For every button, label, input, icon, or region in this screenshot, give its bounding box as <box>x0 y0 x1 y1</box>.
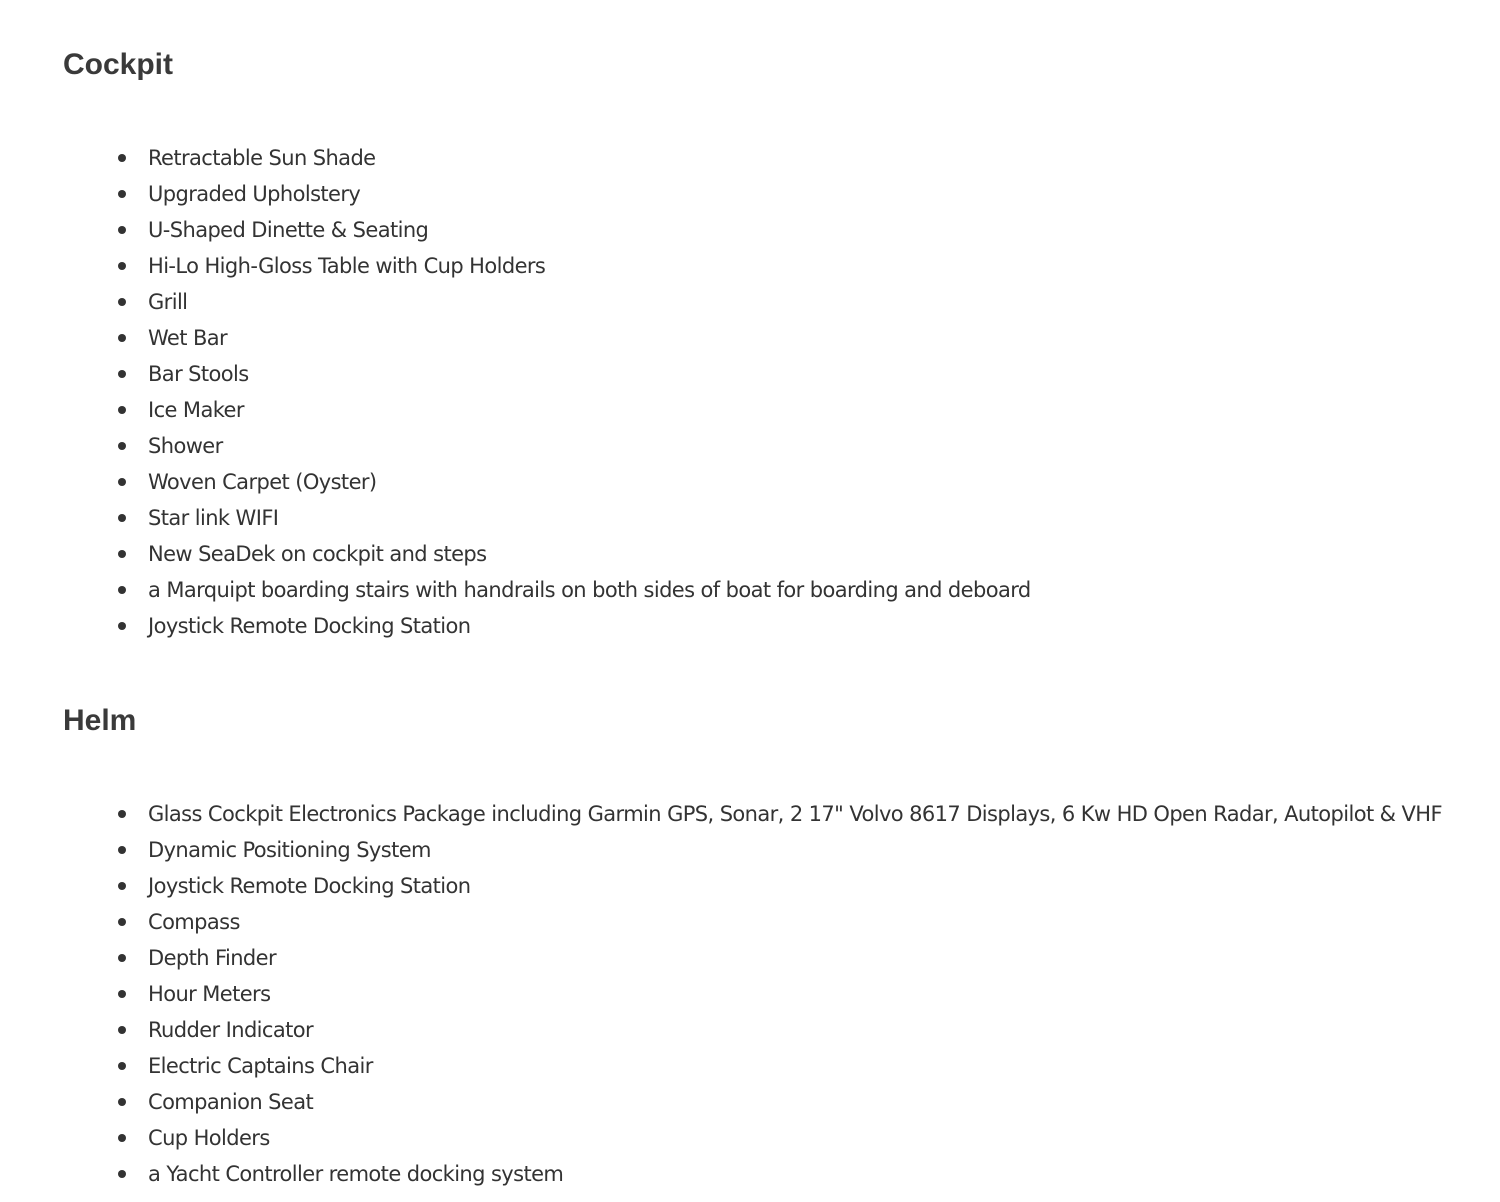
list-item <box>0 868 1442 904</box>
list-item-text: New SeaDek on cockpit and steps <box>148 542 487 566</box>
list-item-text: a Marquipt boarding stairs with handrails on both sides of boat for boarding and deboard <box>148 578 1031 602</box>
list-item-text: Companion Seat <box>148 1090 314 1114</box>
list-item-text: Shower <box>148 434 223 458</box>
bullet-icon <box>118 1170 126 1178</box>
bullet-icon <box>118 514 126 522</box>
list-item-text: Joystick Remote Docking Station <box>148 614 471 638</box>
list-item <box>0 940 1442 976</box>
bullet-icon <box>118 990 126 998</box>
list-item-text: Compass <box>148 910 240 934</box>
list-item <box>0 392 1031 428</box>
list-item-text: Hour Meters <box>148 982 271 1006</box>
bullet-icon <box>118 154 126 162</box>
list-item <box>0 608 1031 644</box>
list-item-text: Ice Maker <box>148 398 244 422</box>
list-item <box>0 500 1031 536</box>
bullet-icon <box>118 478 126 486</box>
list-item <box>0 356 1031 392</box>
list-item-text: Electric Captains Chair <box>148 1054 373 1078</box>
cockpit-heading: Cockpit <box>63 48 174 81</box>
list-item <box>0 284 1031 320</box>
list-item <box>0 140 1031 176</box>
list-item <box>0 464 1031 500</box>
bullet-icon <box>118 1026 126 1034</box>
cockpit-feature-list <box>0 140 1031 644</box>
list-item <box>0 832 1442 868</box>
bullet-icon <box>118 810 126 818</box>
list-item <box>0 796 1442 832</box>
list-item <box>0 976 1442 1012</box>
bullet-icon <box>118 1098 126 1106</box>
helm-heading: Helm <box>63 704 137 737</box>
list-item-text: U-Shaped Dinette & Seating <box>148 218 429 242</box>
bullet-icon <box>118 550 126 558</box>
list-item-text: Bar Stools <box>148 362 249 386</box>
list-item <box>0 1084 1442 1120</box>
list-item-text: Star link WIFI <box>148 506 279 530</box>
bullet-icon <box>118 918 126 926</box>
bullet-icon <box>118 1134 126 1142</box>
list-item-text: a Yacht Controller remote docking system <box>148 1162 564 1186</box>
list-item <box>0 536 1031 572</box>
list-item <box>0 320 1031 356</box>
bullet-icon <box>118 298 126 306</box>
list-item <box>0 1156 1442 1192</box>
list-item-text: Hi-Lo High-Gloss Table with Cup Holders <box>148 254 546 278</box>
list-item-text: Cup Holders <box>148 1126 270 1150</box>
list-item <box>0 1012 1442 1048</box>
helm-feature-list <box>0 796 1442 1192</box>
list-item-text: Glass Cockpit Electronics Package including Garmin GPS, Sonar, 2 17" Volvo 8617 Displays, 6 Kw HD Open Radar, Autopilot & VHF <box>148 802 1442 826</box>
bullet-icon <box>118 846 126 854</box>
list-item-text: Rudder Indicator <box>148 1018 314 1042</box>
list-item <box>0 248 1031 284</box>
list-item-text: Depth Finder <box>148 946 277 970</box>
bullet-icon <box>118 1062 126 1070</box>
bullet-icon <box>118 622 126 630</box>
list-item <box>0 428 1031 464</box>
list-item-text: Joystick Remote Docking Station <box>148 874 471 898</box>
list-item-text: Grill <box>148 290 188 314</box>
bullet-icon <box>118 226 126 234</box>
bullet-icon <box>118 262 126 270</box>
list-item <box>0 1048 1442 1084</box>
list-item-text: Retractable Sun Shade <box>148 146 376 170</box>
bullet-icon <box>118 334 126 342</box>
list-item <box>0 212 1031 248</box>
bullet-icon <box>118 954 126 962</box>
list-item-text: Wet Bar <box>148 326 228 350</box>
bullet-icon <box>118 882 126 890</box>
list-item <box>0 1120 1442 1156</box>
list-item <box>0 904 1442 940</box>
bullet-icon <box>118 442 126 450</box>
bullet-icon <box>118 190 126 198</box>
list-item <box>0 176 1031 212</box>
bullet-icon <box>118 406 126 414</box>
list-item-text: Upgraded Upholstery <box>148 182 361 206</box>
list-item <box>0 572 1031 608</box>
list-item-text: Woven Carpet (Oyster) <box>148 470 377 494</box>
bullet-icon <box>118 586 126 594</box>
list-item-text: Dynamic Positioning System <box>148 838 431 862</box>
bullet-icon <box>118 370 126 378</box>
